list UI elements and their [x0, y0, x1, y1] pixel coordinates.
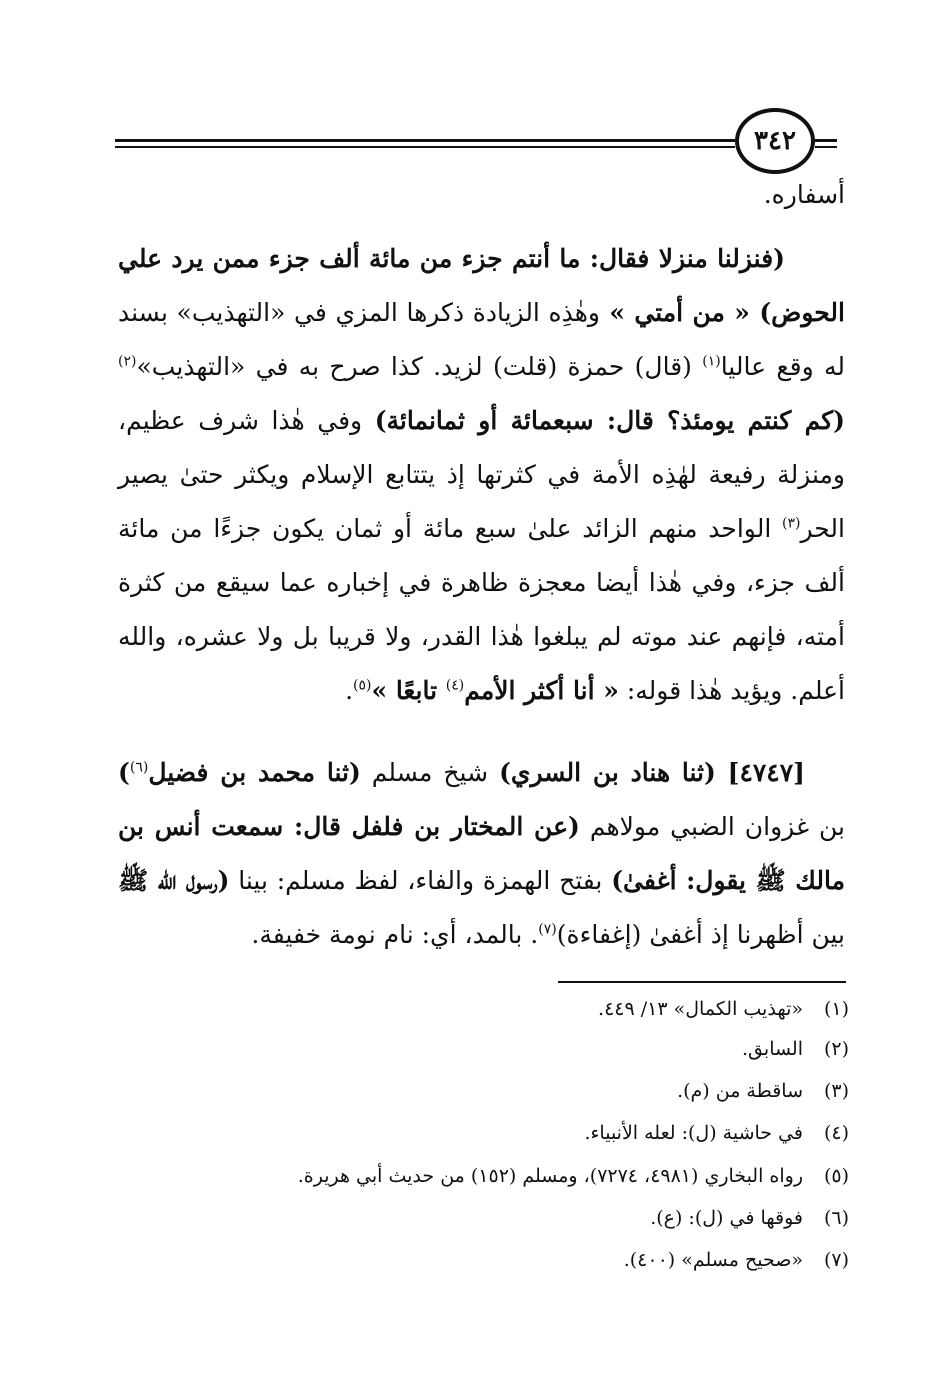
hadith-text: )	[118, 758, 130, 787]
footnote-text: «تهذيب الكمال» ١٣/ ٤٤٩.	[598, 998, 803, 1020]
footnote-separator	[558, 981, 846, 983]
footnote-ref: (١)	[702, 353, 721, 370]
hadith-text: (كم كنتم يومئذ؟ قال: سبعمائة أو ثمانمائة)	[374, 406, 845, 435]
paragraph-continuation	[118, 168, 845, 222]
footnote	[149, 1157, 849, 1195]
footnote-number: (٥)	[823, 1165, 849, 1187]
hadith-text: (فنزلنا منزلا فقال: ما أنتم جزء من مائة ألف جزء ممن يرد علي الحوض)	[118, 244, 845, 327]
commentary-text: وهٰذِه الزيادة ذكرها المزي في «التهذيب» بسند له وقع عاليا	[118, 298, 845, 381]
text-run: .	[345, 676, 354, 705]
footnote-number: (٣)	[823, 1080, 849, 1102]
footnote-ref: (٥)	[353, 677, 372, 694]
footnote-text: السابق.	[742, 1038, 803, 1060]
footnote-text: فوقها في (ل): (ع).	[650, 1207, 803, 1229]
paragraph-1	[118, 232, 845, 718]
header-rule	[815, 139, 837, 142]
footnote-text: رواه البخاري (٤٩٨١، ٧٢٧٤)، ومسلم (١٥٢) من حديث أبي هريرة.	[297, 1165, 803, 1187]
footnote-number: (٤)	[823, 1122, 849, 1144]
footnote-ref: (٤)	[445, 677, 465, 694]
footnote-text: ساقطة من (م).	[677, 1080, 803, 1102]
hadith-text: [٤٧٤٧] (ثنا هناد بن السري)	[499, 758, 806, 787]
footnote	[149, 1199, 849, 1237]
page-number: ٣٤٢	[735, 108, 815, 174]
commentary-text: الواحد منهم الزائد علىٰ سبع مائة أو ثمان يكون جزءًا من مائة ألف جزء، وفي هٰذا أيضا معجزة ظاهرة في إخباره عما سيقع من كثرة أمته، فإنهم عند موته لم يبلغوا هٰذا القدر، ولا قريبا بل ولا عشره، والله أعلم. ويؤيد هٰذا قوله:	[118, 514, 845, 705]
footnote-ref: (٢)	[118, 353, 137, 370]
footnote	[149, 1241, 849, 1279]
footnote-ref: (٦)	[129, 759, 149, 776]
footnote-number: (٢)	[823, 1038, 849, 1060]
footnote	[149, 990, 849, 1028]
hadith-text: (عن المختار بن فلفل قال: سمعت أنس بن مالك ﷺ يقول: أغفىٰ)	[118, 812, 845, 895]
commentary-text: بين أظهرنا إذ أغفىٰ (إغفاءة)	[556, 920, 845, 949]
footnote-number: (١)	[823, 998, 849, 1020]
footnote	[149, 1030, 849, 1068]
commentary-text: . بالمد، أي: نام نومة خفيفة.	[251, 920, 539, 949]
footnote-ref: (٧)	[538, 921, 557, 938]
commentary-text: وفي هٰذا شرف عظيم، ومنزلة رفيعة لهٰذِه الأمة في كثرتها إذ يتتابع الإسلام ويكثر حتىٰ يصير الحر	[118, 406, 845, 543]
hadith-text: « من أمتي »	[599, 298, 760, 327]
commentary-text: بفتح الهمزة والفاء، لفظ مسلم: بينا	[229, 866, 612, 895]
footnote-number: (٧)	[823, 1249, 849, 1271]
header-rule	[115, 139, 735, 142]
commentary-text: (قال) حمزة (قلت) لزيد. كذا صرح به في «التهذيب»	[136, 352, 703, 381]
text-run: أسفاره.	[763, 180, 845, 209]
hadith-text: (ثنا محمد بن فضيل	[148, 758, 361, 787]
footnote	[149, 1114, 849, 1152]
header-rule	[815, 146, 837, 148]
paragraph-2	[118, 746, 845, 962]
commentary-text: شيخ مسلم	[360, 758, 500, 787]
footnote	[149, 1072, 849, 1110]
hadith-quote: تابعًا »	[371, 676, 446, 705]
hadith-quote: « أنا أكثر الأمم	[464, 676, 619, 705]
commentary-text: بن غزوان الضبي مولاهم	[579, 812, 845, 841]
hadith-text: (رسول الله ﷺ	[118, 866, 230, 895]
footnote-number: (٦)	[823, 1207, 849, 1229]
header-rule	[115, 146, 735, 148]
footnote-text: «صحيح مسلم» (٤٠٠).	[623, 1249, 803, 1271]
footnote-text: في حاشية (ل): لعله الأنبياء.	[584, 1122, 803, 1144]
footnote-ref: (٣)	[782, 515, 801, 532]
